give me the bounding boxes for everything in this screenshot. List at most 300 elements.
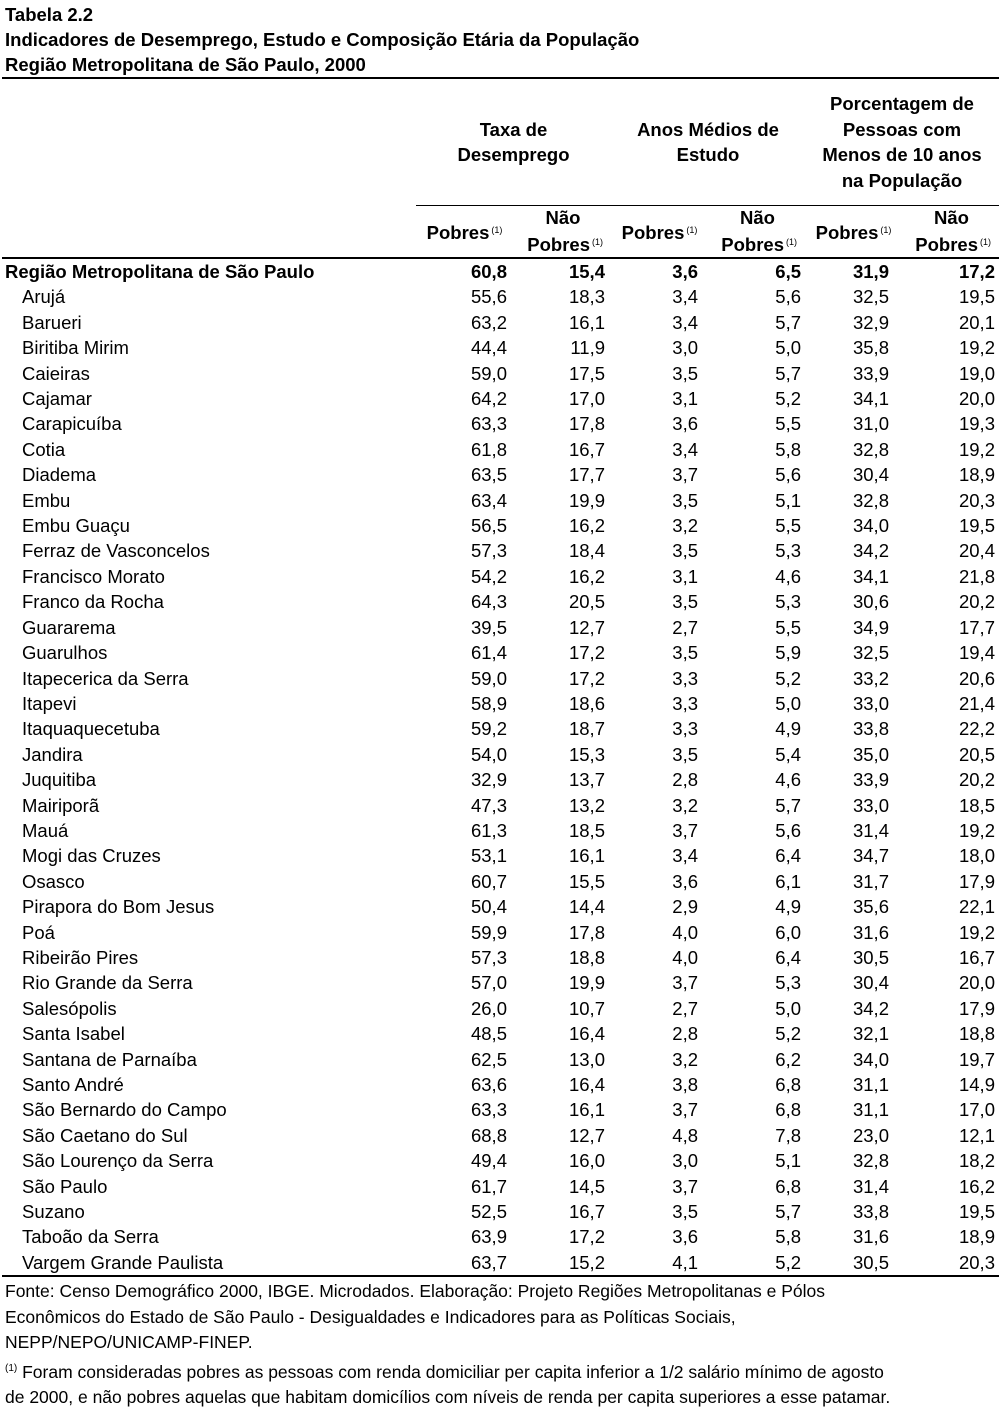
value-cell: 13,0	[568, 1048, 605, 1070]
row-name: Biritiba Mirim	[22, 337, 129, 359]
value-cell: 5,5	[775, 616, 801, 638]
value-cell: 18,6	[568, 692, 605, 714]
footnote-marker: (1)	[5, 1362, 18, 1374]
value-cell: 64,3	[470, 591, 507, 613]
value-cell: 4,8	[672, 1124, 698, 1146]
value-cell: 3,3	[672, 718, 698, 740]
value-cell: 61,4	[470, 642, 507, 664]
value-cell: 61,7	[470, 1175, 507, 1197]
table-row	[2, 666, 999, 691]
table-row	[2, 843, 999, 868]
row-name: Poá	[22, 921, 55, 943]
footnote: de 2000, e não pobres aquelas que habitam domicílios com níveis de renda per capita superiores a esse patamar.	[5, 1387, 891, 1408]
value-cell: 33,8	[852, 718, 889, 740]
row-name: Franco da Rocha	[22, 591, 164, 613]
value-cell: 60,7	[470, 870, 507, 892]
value-cell: 33,9	[852, 769, 889, 791]
value-cell: 23,0	[852, 1124, 889, 1146]
value-cell: 3,7	[672, 819, 698, 841]
value-cell: 47,3	[470, 794, 507, 816]
subheader-nao-pobres: Não Pobres $^{(1)}$	[513, 206, 611, 259]
value-cell: 31,6	[852, 921, 889, 943]
value-cell: 33,2	[852, 667, 889, 689]
table-row	[2, 310, 999, 335]
table-row	[2, 1123, 999, 1148]
value-cell: 34,0	[852, 515, 889, 537]
table-row	[2, 437, 999, 462]
value-cell: 3,5	[672, 1201, 698, 1223]
value-cell: 2,8	[672, 769, 698, 791]
value-cell: 63,3	[470, 413, 507, 435]
value-cell: 3,4	[672, 286, 698, 308]
value-cell: 3,2	[672, 794, 698, 816]
value-cell: 18,4	[568, 540, 605, 562]
value-cell: 39,5	[470, 616, 507, 638]
value-cell: 20,3	[958, 489, 995, 511]
table-number: Tabela 2.2	[5, 4, 94, 25]
value-cell: 57,3	[470, 540, 507, 562]
value-cell: 16,7	[958, 946, 995, 968]
value-cell: 32,9	[470, 769, 507, 791]
value-cell: 2,9	[672, 896, 698, 918]
value-cell: 5,0	[775, 997, 801, 1019]
row-name: Mauá	[22, 819, 69, 841]
row-name: Arujá	[22, 286, 66, 308]
table-row	[2, 793, 999, 818]
value-cell: 55,6	[470, 286, 507, 308]
value-cell: 6,4	[775, 845, 801, 867]
value-cell: 5,5	[775, 515, 801, 537]
table-row	[2, 716, 999, 741]
value-cell: 14,9	[958, 1074, 995, 1095]
value-cell: 18,5	[568, 819, 605, 841]
value-cell: 16,2	[568, 515, 605, 537]
header-anos-estudo: Anos Médios de Estudo	[637, 118, 779, 165]
value-cell: 63,2	[470, 311, 507, 333]
value-cell: 17,2	[958, 261, 995, 282]
value-cell: 5,3	[775, 591, 801, 613]
value-cell: 4,6	[775, 769, 801, 791]
value-cell: 31,4	[852, 819, 889, 841]
value-cell: 3,4	[672, 438, 698, 460]
value-cell: 15,3	[568, 743, 605, 765]
value-cell: 60,8	[470, 261, 507, 282]
row-name: Francisco Morato	[22, 565, 165, 587]
row-name: Santa Isabel	[22, 1023, 125, 1045]
value-cell: 44,4	[470, 337, 507, 359]
value-cell: 7,8	[775, 1124, 801, 1146]
value-cell: 5,7	[775, 1201, 801, 1223]
value-cell: 17,2	[568, 1226, 605, 1248]
value-cell: 15,4	[568, 261, 605, 282]
table-row	[2, 615, 999, 640]
value-cell: 3,6	[672, 413, 698, 435]
subheader-pobres: Pobres $^{(1)}$	[805, 206, 902, 259]
value-cell: 12,1	[958, 1124, 995, 1146]
value-cell: 34,0	[852, 1048, 889, 1070]
table-row	[2, 1148, 999, 1173]
value-cell: 31,1	[852, 1074, 889, 1095]
value-cell: 3,6	[672, 1226, 698, 1248]
row-name: Itapevi	[22, 692, 77, 714]
row-name: Região Metropolitana de São Paulo	[5, 261, 315, 282]
table-row	[2, 869, 999, 894]
value-cell: 17,8	[568, 921, 605, 943]
value-cell: 17,2	[568, 667, 605, 689]
value-cell: 16,1	[568, 845, 605, 867]
value-cell: 16,7	[568, 438, 605, 460]
value-cell: 19,2	[958, 438, 995, 460]
subheader-pobres: Pobres $^{(1)}$	[416, 206, 513, 259]
value-cell: 3,5	[672, 489, 698, 511]
value-cell: 16,4	[568, 1023, 605, 1045]
row-name: Jandira	[22, 743, 83, 765]
table-row	[2, 767, 999, 792]
header-taxa-desemprego: Taxa de Desemprego	[457, 118, 570, 165]
value-cell: 30,4	[852, 464, 889, 486]
value-cell: 4,9	[775, 896, 801, 918]
value-cell: 3,1	[672, 388, 698, 410]
value-cell: 16,2	[958, 1175, 995, 1197]
value-cell: 6,5	[775, 261, 801, 282]
value-cell: 57,3	[470, 946, 507, 968]
table-row	[2, 1199, 999, 1224]
table-footer	[0, 1277, 1001, 1411]
row-name: Guarulhos	[22, 642, 108, 664]
source-line: NEPP/NEPO/UNICAMP-FINEP.	[5, 1332, 253, 1353]
footnote: $^{(1)}$ Foram consideradas pobres as pessoas com renda domiciliar per capita inferior a 1/2 salário mínimo de agosto	[5, 1361, 884, 1382]
value-cell: 34,2	[852, 997, 889, 1019]
row-name: Mairiporã	[22, 794, 100, 816]
row-name: Embu Guaçu	[22, 515, 130, 537]
value-cell: 3,7	[672, 1175, 698, 1197]
row-name: Ribeirão Pires	[22, 946, 139, 968]
value-cell: 50,4	[470, 896, 507, 918]
table-row	[2, 640, 999, 665]
blank-header	[2, 79, 416, 206]
value-cell: 3,2	[672, 515, 698, 537]
row-name: Suzano	[22, 1201, 85, 1223]
value-cell: 56,5	[470, 515, 507, 537]
value-cell: 19,5	[958, 515, 995, 537]
value-cell: 32,5	[852, 286, 889, 308]
row-name: Rio Grande da Serra	[22, 972, 193, 994]
value-cell: 32,1	[852, 1023, 889, 1045]
value-cell: 5,1	[775, 489, 801, 511]
value-cell: 16,1	[568, 1099, 605, 1121]
value-cell: 59,9	[470, 921, 507, 943]
table-body	[2, 258, 999, 1276]
value-cell: 5,1	[775, 1150, 801, 1172]
value-cell: 31,4	[852, 1175, 889, 1197]
value-cell: 59,0	[470, 667, 507, 689]
value-cell: 30,4	[852, 972, 889, 994]
value-cell: 3,3	[672, 667, 698, 689]
value-cell: 18,3	[568, 286, 605, 308]
table-row	[2, 970, 999, 995]
value-cell: 31,1	[852, 1099, 889, 1121]
table-row	[2, 284, 999, 309]
value-cell: 3,2	[672, 1048, 698, 1070]
value-cell: 19,7	[958, 1048, 995, 1070]
value-cell: 5,6	[775, 464, 801, 486]
value-cell: 20,5	[958, 743, 995, 765]
value-cell: 34,7	[852, 845, 889, 867]
table-row	[2, 564, 999, 589]
group-header-row	[2, 79, 999, 206]
value-cell: 48,5	[470, 1023, 507, 1045]
value-cell: 19,0	[958, 362, 995, 384]
source-line: Econômicos do Estado de São Paulo - Desigualdades e Indicadores para as Políticas Sociais,	[5, 1306, 736, 1327]
value-cell: 3,1	[672, 565, 698, 587]
table-row	[2, 1021, 999, 1046]
value-cell: 18,8	[568, 946, 605, 968]
table-row	[2, 386, 999, 411]
row-name: São Caetano do Sul	[22, 1124, 188, 1146]
value-cell: 5,3	[775, 972, 801, 994]
value-cell: 17,9	[958, 870, 995, 892]
value-cell: 16,1	[568, 311, 605, 333]
value-cell: 20,4	[958, 540, 995, 562]
table-row	[2, 462, 999, 487]
table-row	[2, 1224, 999, 1249]
value-cell: 5,7	[775, 794, 801, 816]
value-cell: 5,0	[775, 692, 801, 714]
value-cell: 5,2	[708, 1250, 805, 1276]
value-cell: 52,5	[470, 1201, 507, 1223]
value-cell: 6,1	[775, 870, 801, 892]
value-cell: 17,7	[958, 616, 995, 638]
value-cell: 34,9	[852, 616, 889, 638]
table-row	[2, 742, 999, 767]
value-cell: 17,0	[958, 1099, 995, 1121]
value-cell: 19,5	[958, 286, 995, 308]
row-name: Embu	[22, 489, 71, 511]
value-cell: 30,5	[852, 946, 889, 968]
value-cell: 32,5	[852, 642, 889, 664]
value-cell: 3,0	[672, 337, 698, 359]
row-name: Santo André	[22, 1074, 124, 1095]
table-row	[2, 996, 999, 1021]
value-cell: 5,2	[775, 667, 801, 689]
table-row	[2, 1072, 999, 1097]
value-cell: 18,8	[958, 1023, 995, 1045]
value-cell: 4,1	[611, 1250, 708, 1276]
value-cell: 3,5	[672, 540, 698, 562]
row-name: Caieiras	[22, 362, 90, 384]
value-cell: 19,9	[568, 489, 605, 511]
value-cell: 5,7	[775, 362, 801, 384]
row-name: São Paulo	[22, 1175, 108, 1197]
value-cell: 18,7	[568, 718, 605, 740]
value-cell: 3,5	[672, 743, 698, 765]
value-cell: 21,4	[958, 692, 995, 714]
table-row	[2, 1174, 999, 1199]
row-name: Guararema	[22, 616, 116, 638]
indicators-table	[2, 79, 999, 1277]
value-cell: 30,5	[805, 1250, 902, 1276]
value-cell: 3,3	[672, 692, 698, 714]
value-cell: 4,6	[775, 565, 801, 587]
total-row	[2, 258, 999, 284]
value-cell: 62,5	[470, 1048, 507, 1070]
value-cell: 3,8	[672, 1074, 698, 1095]
value-cell: 5,5	[775, 413, 801, 435]
value-cell: 5,6	[775, 819, 801, 841]
value-cell: 22,2	[958, 718, 995, 740]
value-cell: 11,9	[570, 337, 605, 359]
value-cell: 20,5	[568, 591, 605, 613]
sub-header-row	[2, 206, 999, 259]
value-cell: 61,8	[470, 438, 507, 460]
row-name: São Bernardo do Campo	[22, 1099, 227, 1121]
value-cell: 33,0	[852, 692, 889, 714]
subheader-nao-pobres: Não Pobres $^{(1)}$	[708, 206, 805, 259]
value-cell: 3,6	[672, 870, 698, 892]
value-cell: 15,2	[513, 1250, 611, 1276]
table-row	[2, 538, 999, 563]
value-cell: 26,0	[470, 997, 507, 1019]
value-cell: 30,6	[852, 591, 889, 613]
value-cell: 63,3	[470, 1099, 507, 1121]
value-cell: 22,1	[958, 896, 995, 918]
value-cell: 19,9	[568, 972, 605, 994]
value-cell: 31,0	[852, 413, 889, 435]
row-name: Barueri	[22, 311, 82, 333]
value-cell: 21,8	[958, 565, 995, 587]
value-cell: 35,0	[852, 743, 889, 765]
row-name: Ferraz de Vasconcelos	[22, 540, 210, 562]
value-cell: 6,8	[775, 1175, 801, 1197]
value-cell: 3,7	[672, 1099, 698, 1121]
table-row	[2, 488, 999, 513]
table-row	[2, 335, 999, 360]
table-title	[0, 0, 1001, 77]
value-cell: 2,7	[672, 997, 698, 1019]
value-cell: 18,9	[958, 1226, 995, 1248]
table-row	[2, 945, 999, 970]
value-cell: 4,0	[672, 946, 698, 968]
value-cell: 5,2	[775, 1023, 801, 1045]
value-cell: 32,9	[852, 311, 889, 333]
value-cell: 49,4	[470, 1150, 507, 1172]
value-cell: 3,7	[672, 464, 698, 486]
row-name: Itapecerica da Serra	[22, 667, 189, 689]
row-name: Diadema	[22, 464, 97, 486]
value-cell: 5,2	[775, 388, 801, 410]
value-cell: 3,5	[672, 642, 698, 664]
value-cell: 20,2	[958, 769, 995, 791]
value-cell: 15,5	[568, 870, 605, 892]
value-cell: 6,4	[775, 946, 801, 968]
value-cell: 10,7	[568, 997, 605, 1019]
value-cell: 58,9	[470, 692, 507, 714]
row-name: Mogi das Cruzes	[22, 845, 161, 867]
value-cell: 4,0	[672, 921, 698, 943]
value-cell: 6,2	[775, 1048, 801, 1070]
value-cell: 17,0	[568, 388, 605, 410]
value-cell: 31,9	[852, 261, 889, 282]
value-cell: 34,1	[852, 388, 889, 410]
value-cell: 20,6	[958, 667, 995, 689]
value-cell: 20,2	[958, 591, 995, 613]
value-cell: 3,0	[672, 1150, 698, 1172]
subheader-nao-pobres: Não Pobres $^{(1)}$	[902, 206, 999, 259]
value-cell: 13,7	[568, 769, 605, 791]
row-name: São Lourenço da Serra	[22, 1150, 214, 1172]
value-cell: 3,4	[672, 845, 698, 867]
value-cell: 57,0	[470, 972, 507, 994]
subheader-pobres: Pobres $^{(1)}$	[611, 206, 708, 259]
value-cell: 18,2	[958, 1150, 995, 1172]
table-row	[2, 1047, 999, 1072]
value-cell: 33,9	[852, 362, 889, 384]
value-cell: 19,2	[958, 337, 995, 359]
value-cell: 19,5	[958, 1201, 995, 1223]
value-cell: 19,2	[958, 819, 995, 841]
value-cell: 5,0	[775, 337, 801, 359]
value-cell: 17,2	[568, 642, 605, 664]
table-row	[2, 361, 999, 386]
value-cell: 17,7	[568, 464, 605, 486]
row-name: Pirapora do Bom Jesus	[22, 896, 215, 918]
value-cell: 63,6	[470, 1074, 507, 1095]
value-cell: 20,3	[902, 1250, 999, 1276]
value-cell: 14,4	[568, 896, 605, 918]
value-cell: 34,2	[852, 540, 889, 562]
value-cell: 19,4	[958, 642, 995, 664]
value-cell: 54,2	[470, 565, 507, 587]
value-cell: 5,8	[775, 438, 801, 460]
value-cell: 17,9	[958, 997, 995, 1019]
value-cell: 3,4	[672, 311, 698, 333]
value-cell: 32,8	[852, 489, 889, 511]
value-cell: 3,7	[672, 972, 698, 994]
value-cell: 3,6	[672, 261, 698, 282]
value-cell: 5,4	[775, 743, 801, 765]
table-row	[2, 513, 999, 538]
table-row	[2, 1250, 999, 1276]
value-cell: 18,5	[958, 794, 995, 816]
value-cell: 64,2	[470, 388, 507, 410]
value-cell: 5,6	[775, 286, 801, 308]
value-cell: 33,0	[852, 794, 889, 816]
value-cell: 20,0	[958, 972, 995, 994]
value-cell: 2,8	[672, 1023, 698, 1045]
table-row	[2, 894, 999, 919]
table-heading: Indicadores de Desemprego, Estudo e Composição Etária da População	[5, 29, 640, 50]
value-cell: 3,5	[672, 362, 698, 384]
value-cell: 20,0	[958, 388, 995, 410]
value-cell: 5,9	[775, 642, 801, 664]
value-cell: 63,5	[470, 464, 507, 486]
value-cell: 61,3	[470, 819, 507, 841]
table-row	[2, 1097, 999, 1122]
value-cell: 16,4	[568, 1074, 605, 1095]
value-cell: 16,2	[568, 565, 605, 587]
value-cell: 12,7	[568, 616, 605, 638]
row-name: Salesópolis	[22, 997, 117, 1019]
value-cell: 20,1	[958, 311, 995, 333]
value-cell: 17,8	[568, 413, 605, 435]
value-cell: 63,4	[470, 489, 507, 511]
table-row	[2, 818, 999, 843]
value-cell: 17,5	[568, 362, 605, 384]
row-name: Taboão da Serra	[22, 1226, 159, 1248]
value-cell: 18,0	[958, 845, 995, 867]
value-cell: 5,3	[775, 540, 801, 562]
value-cell: 19,2	[958, 921, 995, 943]
